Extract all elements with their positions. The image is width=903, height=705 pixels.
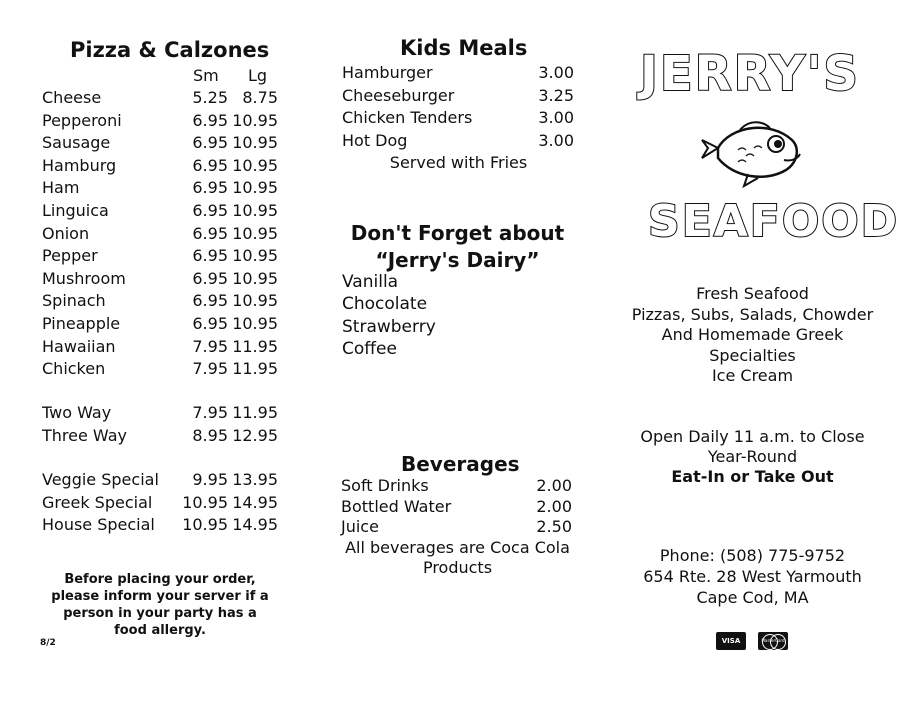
price-small: 6.95 xyxy=(192,246,228,266)
kids-item-price: 3.00 xyxy=(538,130,574,150)
dairy-flavor: Strawberry xyxy=(342,316,436,337)
tagline-line: Pizzas, Subs, Salads, Chowder xyxy=(631,304,874,324)
visa-label: VISA xyxy=(721,637,741,645)
tagline-line: Ice Cream xyxy=(711,366,794,385)
menu-item-name: Three Way xyxy=(42,425,127,445)
price-large: 11.95 xyxy=(232,403,278,422)
hours-line-1: Open Daily 11 a.m. to Close xyxy=(640,427,865,446)
price-small: 6.95 xyxy=(192,314,228,333)
beverage-name: Soft Drinks xyxy=(341,476,429,495)
dairy-flavor: Coffee xyxy=(342,338,397,359)
price-small: 6.95 xyxy=(192,178,228,198)
dairy-title-1: Don't Forget about xyxy=(350,221,565,245)
fish-icon xyxy=(700,118,810,188)
logo-jerrys: JERRY'S xyxy=(640,46,860,102)
price-small: 6.95 xyxy=(192,268,228,288)
price-large: 10.95 xyxy=(232,314,278,333)
price-small: 6.95 xyxy=(192,223,228,243)
menu-item-name: Veggie Special xyxy=(42,470,159,489)
tagline-line: Specialties xyxy=(709,345,796,365)
price-small: 8.95 xyxy=(192,425,228,445)
dairy-title-2: “Jerry's Dairy” xyxy=(375,248,540,272)
col-lg-header: Lg xyxy=(248,66,268,85)
price-small: 10.95 xyxy=(182,492,228,512)
tagline-line: Fresh Seafood xyxy=(696,284,809,303)
menu-item-name: Hamburg xyxy=(42,155,117,175)
page-code: 8/2 xyxy=(40,638,56,648)
menu-item-name: Onion xyxy=(42,223,90,243)
price-large: 10.95 xyxy=(232,291,278,311)
price-large: 10.95 xyxy=(232,246,278,266)
menu-item-name: Pepper xyxy=(42,246,98,266)
service-type: Eat-In or Take Out xyxy=(671,467,834,486)
dairy-flavor: Chocolate xyxy=(342,294,428,315)
price-small: 6.95 xyxy=(192,201,228,220)
price-large: 11.95 xyxy=(232,336,278,356)
price-small: 7.95 xyxy=(192,403,228,422)
kids-item-name: Cheeseburger xyxy=(342,85,455,105)
price-large: 10.95 xyxy=(232,155,278,175)
kids-item-price: 3.25 xyxy=(538,85,574,105)
menu-item-name: Pineapple xyxy=(42,314,121,333)
menu-item-name: Cheese xyxy=(42,88,102,107)
kids-item-price: 3.00 xyxy=(538,63,574,82)
price-large: 11.95 xyxy=(232,359,278,379)
beverage-price: 2.00 xyxy=(536,496,572,516)
price-large: 10.95 xyxy=(232,133,278,153)
price-small: 6.95 xyxy=(192,155,228,175)
price-large: 14.95 xyxy=(232,515,278,535)
price-small: 5.25 xyxy=(192,88,228,107)
price-large: 10.95 xyxy=(232,201,278,220)
price-small: 6.95 xyxy=(192,110,228,130)
menu-item-name: House Special xyxy=(42,515,155,535)
price-large: 8.75 xyxy=(242,88,278,107)
price-large: 13.95 xyxy=(232,470,278,489)
menu-item-name: Greek Special xyxy=(42,492,153,512)
kids-item-name: Hot Dog xyxy=(342,130,408,150)
price-large: 10.95 xyxy=(232,268,278,288)
price-small: 7.95 xyxy=(192,359,228,379)
hours-line-2: Year-Round xyxy=(707,447,798,466)
menu-item-name: Chicken xyxy=(42,359,106,379)
price-large: 14.95 xyxy=(232,492,278,512)
col-sm-header: Sm xyxy=(193,66,219,85)
dairy-flavor: Vanilla xyxy=(342,272,399,292)
address-line-1: 654 Rte. 28 West Yarmouth xyxy=(643,567,862,586)
price-small: 7.95 xyxy=(192,336,228,356)
menu-item-name: Pepperoni xyxy=(42,110,122,130)
price-large: 12.95 xyxy=(232,425,278,445)
price-small: 6.95 xyxy=(192,291,228,311)
mastercard-icon xyxy=(758,632,788,650)
kids-item-price: 3.00 xyxy=(538,108,574,127)
beverages-note-1: All beverages are Coca Cola xyxy=(345,538,570,557)
menu-item-name: Hawaiian xyxy=(42,336,116,356)
kids-item-name: Chicken Tenders xyxy=(342,108,473,127)
price-large: 10.95 xyxy=(232,110,278,130)
price-small: 10.95 xyxy=(182,515,228,535)
price-large: 10.95 xyxy=(232,223,278,243)
address-line-2: Cape Cod, MA xyxy=(696,588,809,607)
logo-seafood: SEAFOOD xyxy=(648,196,900,247)
menu-item-name: Sausage xyxy=(42,133,111,153)
phone: Phone: (508) 775-9752 xyxy=(659,546,846,565)
visa-card-icon xyxy=(716,632,746,650)
menu-item-name: Spinach xyxy=(42,291,106,311)
beverage-name: Juice xyxy=(341,517,379,536)
kids-note: Served with Fries xyxy=(389,153,528,172)
menu-item-name: Mushroom xyxy=(42,268,126,288)
allergy-note: Before placing your order, please inform your server if a person in your party has a food allergy. xyxy=(51,572,269,638)
menu-item-name: Linguica xyxy=(42,201,109,220)
price-large: 10.95 xyxy=(232,178,278,198)
beverage-price: 2.50 xyxy=(536,517,572,536)
kids-title: Kids Meals xyxy=(400,36,528,60)
beverages-note-2: Products xyxy=(422,558,493,577)
pizza-title: Pizza & Calzones xyxy=(70,38,270,62)
beverages-title: Beverages xyxy=(401,452,520,476)
tagline-line: And Homemade Greek xyxy=(661,325,844,344)
menu-item-name: Two Way xyxy=(42,403,112,422)
menu-item-name: Ham xyxy=(42,178,80,198)
price-small: 6.95 xyxy=(192,133,228,153)
mastercard-label: MasterCard xyxy=(761,638,785,643)
kids-item-name: Hamburger xyxy=(342,63,433,82)
price-small: 9.95 xyxy=(192,470,228,489)
beverage-price: 2.00 xyxy=(536,476,572,495)
beverage-name: Bottled Water xyxy=(341,496,452,516)
